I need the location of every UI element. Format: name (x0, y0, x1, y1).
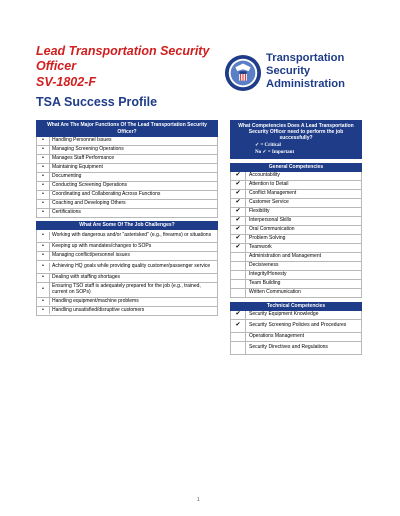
competency-label: Security Equipment Knowledge (245, 311, 361, 319)
list-item-text: Ensuring TSO staff is adequately prepared for the job (e.g., trained, current on SOPs) (49, 283, 217, 297)
competency-row (230, 320, 362, 333)
functions-list (36, 137, 218, 218)
check-icon: ✔ (235, 172, 241, 179)
document-title: Lead Transportation Security Officer (36, 44, 210, 73)
bullet-icon: • (42, 263, 44, 270)
check-icon: ✔ (235, 226, 241, 233)
list-item (36, 155, 218, 164)
check-icon (231, 262, 245, 270)
technical-competencies-heading: Technical Competencies (230, 302, 362, 311)
general-competencies-list (230, 172, 362, 298)
competency-label: Accountability (245, 172, 361, 180)
challenges-list (36, 230, 218, 316)
bullet-icon: • (42, 297, 44, 304)
check-icon: ✔ (235, 217, 241, 224)
list-item-text: Achieving HQ goals while providing quality customer/passenger service (49, 263, 217, 271)
list-item (36, 200, 218, 209)
competency-row (230, 271, 362, 280)
check-icon: ✔ (235, 311, 241, 318)
competency-label: Integrity/Honesty (245, 271, 361, 279)
bullet-icon: • (42, 191, 44, 198)
tsa-logo-text: Transportation Security Administration (266, 52, 345, 90)
bullet-icon: • (42, 164, 44, 171)
competency-row (230, 289, 362, 298)
check-icon: ✔ (235, 208, 241, 215)
check-icon: ✔ (235, 181, 241, 188)
bullet-icon: • (42, 146, 44, 153)
bullet-icon: • (42, 200, 44, 207)
competency-row (230, 280, 362, 289)
competency-row (230, 208, 362, 217)
competency-label: Interpersonal Skills (245, 217, 361, 225)
competency-label: Operations Management (245, 333, 361, 341)
competency-label: Oral Communication (245, 226, 361, 234)
position-code: SV-1802-F (36, 75, 96, 89)
check-icon: ✔ (235, 322, 241, 329)
list-item-text: Handling equipment/machine problems (49, 298, 217, 306)
competency-label: Attention to Detail (245, 181, 361, 189)
competency-row (230, 235, 362, 244)
bullet-icon: • (42, 306, 44, 313)
list-item-text: Managing Screening Operations (49, 146, 217, 154)
list-item (36, 274, 218, 283)
bullet-icon: • (42, 285, 44, 292)
competency-row (230, 190, 362, 199)
check-icon: ✔ (235, 199, 241, 206)
list-item-text: Handling unsatisfied/disruptive customers (49, 307, 217, 315)
competency-label: Customer Service (245, 199, 361, 207)
competency-label: Security Directives and Regulations (245, 342, 361, 354)
bullet-icon: • (42, 182, 44, 189)
page-number: 1 (197, 497, 200, 503)
functions-challenges-table (36, 120, 218, 316)
list-item-text: Manages Staff Performance (49, 155, 217, 163)
list-item (36, 298, 218, 307)
functions-heading: What Are The Major Functions Of The Lead Transportation Security Officer? (36, 120, 218, 137)
competency-row (230, 199, 362, 208)
competency-label: Administration and Management (245, 253, 361, 261)
competency-row (230, 342, 362, 355)
bullet-icon: • (42, 232, 44, 239)
list-item-text: Keeping up with mandates/changes to SOPs (49, 243, 217, 251)
competency-row (230, 333, 362, 342)
competency-label: Team Building (245, 280, 361, 288)
challenges-heading: What Are Some Of The Job Challenges? (36, 221, 218, 230)
bullet-icon: • (42, 243, 44, 250)
competency-label: Written Communication (245, 289, 361, 297)
check-icon: ✔ (235, 244, 241, 251)
list-item (36, 252, 218, 261)
list-item (36, 230, 218, 243)
competency-row (230, 172, 362, 181)
list-item-text: Documenting (49, 173, 217, 181)
bullet-icon: • (42, 173, 44, 180)
list-item-text: Working with dangerous and/or "asterisked" (e.g., firearms) or situations (49, 232, 217, 240)
competency-row (230, 226, 362, 235)
competency-label: Security Screening Policies and Procedures (245, 320, 361, 332)
tsa-logo (224, 52, 384, 94)
list-item (36, 137, 218, 146)
competency-label: Teamwork (245, 244, 361, 252)
document-subtitle: TSA Success Profile (36, 95, 158, 109)
check-icon (231, 280, 245, 288)
check-icon: ✔ (235, 190, 241, 197)
list-item-text: Certifications (49, 209, 217, 217)
list-item (36, 307, 218, 316)
legend-critical: ✓ = Critical (255, 143, 281, 148)
bullet-icon: • (42, 209, 44, 216)
legend (230, 143, 362, 159)
competency-row (230, 244, 362, 253)
bullet-icon: • (42, 155, 44, 162)
competency-row (230, 181, 362, 190)
list-item-text: Handling Personnel Issues (49, 137, 217, 145)
competency-label: Conflict Management (245, 190, 361, 198)
legend-important: No ✓ = Important (255, 149, 295, 155)
bullet-icon: • (42, 274, 44, 281)
list-item (36, 146, 218, 155)
list-item (36, 283, 218, 298)
list-item (36, 261, 218, 274)
competency-label: Problem Solving (245, 235, 361, 243)
competency-label: Flexibility (245, 208, 361, 216)
list-item-text: Coordinating and Collaborating Across Functions (49, 191, 217, 199)
competency-row (230, 311, 362, 320)
competencies-table (230, 120, 362, 355)
check-icon (231, 342, 245, 354)
list-item (36, 182, 218, 191)
dhs-seal-icon (224, 54, 262, 92)
check-icon (231, 289, 245, 297)
technical-competencies-list (230, 311, 362, 355)
check-icon (231, 253, 245, 261)
general-competencies-heading: General Competencies (230, 163, 362, 172)
competencies-heading: What Competencies Does A Lead Transportation Security Officer need to perform the job successfully? (230, 120, 362, 143)
competency-label: Decisiveness (245, 262, 361, 270)
list-item (36, 243, 218, 252)
competency-row (230, 253, 362, 262)
list-item-text: Maintaining Equipment (49, 164, 217, 172)
bullet-icon: • (42, 137, 44, 144)
list-item-text: Conducting Screening Operations (49, 182, 217, 190)
competency-row (230, 262, 362, 271)
check-icon (231, 333, 245, 341)
list-item (36, 191, 218, 200)
competency-row (230, 217, 362, 226)
list-item-text: Dealing with staffing shortages (49, 274, 217, 282)
check-icon: ✔ (235, 235, 241, 242)
list-item-text: Coaching and Developing Others (49, 200, 217, 208)
list-item (36, 164, 218, 173)
list-item (36, 209, 218, 218)
bullet-icon: • (42, 252, 44, 259)
check-icon (231, 271, 245, 279)
list-item-text: Managing conflict/personnel issues (49, 252, 217, 260)
list-item (36, 173, 218, 182)
